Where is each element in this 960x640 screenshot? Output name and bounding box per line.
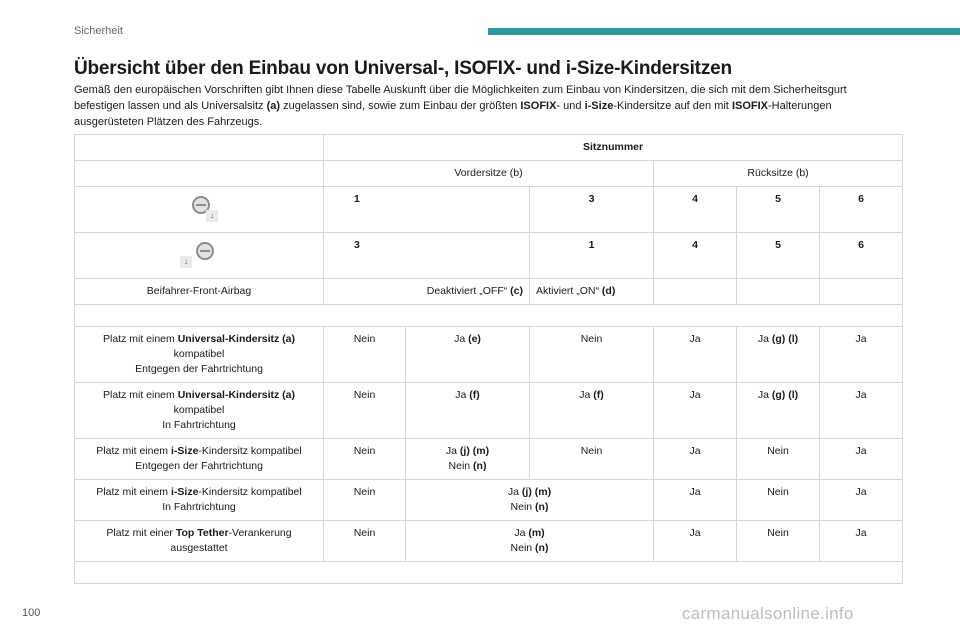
cell-text: Nein: [353, 389, 376, 401]
cell-ref: (n): [535, 542, 549, 554]
label-term: Top Tether: [175, 527, 229, 539]
cell-ref: (j) (m): [459, 445, 490, 457]
row-label: [75, 439, 324, 480]
table-cell: [737, 233, 820, 279]
cell-ref: (d): [601, 285, 616, 297]
table-row: [75, 383, 903, 439]
cell-text: Deaktiviert „OFF“: [426, 285, 511, 297]
label-text: kompatibel: [173, 348, 225, 360]
intro-text: - und: [556, 100, 585, 112]
label-text: -Kindersitz kompatibel: [198, 445, 302, 457]
cell-text: Nein: [767, 486, 789, 498]
label-text: Platz mit einem: [96, 445, 171, 457]
section-label: Sicherheit: [74, 25, 123, 37]
cell-text: Ja: [757, 333, 772, 345]
cell-text: Ja: [855, 333, 867, 345]
table-cell: [530, 439, 654, 480]
table-cell: [324, 439, 406, 480]
cell-text: Nein: [448, 460, 474, 472]
table-cell: [737, 383, 820, 439]
table-cell: [530, 233, 654, 279]
row-label: [75, 480, 324, 521]
cell-text: Ja: [689, 333, 701, 345]
page-number: 100: [22, 607, 41, 619]
cell-text: Nein: [580, 445, 603, 457]
cell-ref: (m): [528, 527, 545, 539]
intro-term: ISOFIX: [520, 100, 557, 112]
table-cell: [530, 187, 654, 233]
intro-paragraph: [74, 82, 894, 130]
header-text: Rücksitze (b): [747, 167, 809, 179]
label-text: Platz mit einem: [103, 333, 178, 345]
table-cell: [654, 279, 737, 305]
seat-num: 4: [692, 239, 698, 251]
table-cell: [654, 187, 737, 233]
table-row: [75, 187, 903, 233]
seat-num: 1: [588, 239, 595, 251]
cell-text: Nein: [353, 527, 376, 539]
table-row: [75, 562, 903, 584]
label-term: Universal-Kindersitz (a): [177, 333, 295, 345]
cell-text: Ja: [855, 445, 867, 457]
intro-term: ISOFIX: [731, 100, 768, 112]
label-text: Platz mit einem: [103, 389, 178, 401]
label-text: Entgegen der Fahrtrichtung: [135, 460, 263, 472]
seat-number-header: [324, 135, 903, 161]
table-cell: [737, 439, 820, 480]
cell-text: Nein: [767, 527, 789, 539]
table-cell: [406, 383, 530, 439]
cell-text: Ja: [855, 486, 867, 498]
table-row: [75, 439, 903, 480]
table-cell: [820, 327, 903, 383]
table-cell: [530, 383, 654, 439]
child-seat-table: [74, 134, 903, 584]
cell-ref: (g) (l): [771, 389, 799, 401]
cell-text: Ja: [757, 389, 772, 401]
seat-num: 1: [354, 193, 360, 205]
table-cell: [406, 327, 530, 383]
table-cell: [324, 383, 406, 439]
cell-text: Nein: [353, 486, 376, 498]
table-cell: [324, 233, 530, 279]
cell-ref: (j) (m): [521, 486, 552, 498]
table-cell: [737, 480, 820, 521]
table-cell: [324, 187, 530, 233]
label-text: Entgegen der Fahrtrichtung: [135, 363, 263, 375]
seat-num: 6: [858, 193, 864, 205]
cell-ref: (n): [473, 460, 487, 472]
cell-ref: (c): [510, 285, 523, 297]
cell-text: Nein: [353, 333, 376, 345]
row-label: [75, 383, 324, 439]
spacer-row: [75, 305, 903, 327]
table-row: [75, 233, 903, 279]
table-row: [75, 161, 903, 187]
row-label: [75, 521, 324, 562]
cell-text: Ja: [689, 445, 701, 457]
table-row: [75, 305, 903, 327]
label-term: Universal-Kindersitz (a): [177, 389, 295, 401]
table-cell: [324, 327, 406, 383]
cell-text: Nein: [510, 501, 536, 513]
label-text: Platz mit einem: [96, 486, 171, 498]
table-cell: [654, 521, 737, 562]
table-cell: [75, 233, 324, 279]
label-term: i-Size: [170, 445, 199, 457]
cell-ref: (f): [593, 389, 604, 401]
cell-text: Ja: [579, 389, 594, 401]
table-cell: [324, 480, 406, 521]
seat-num: 6: [858, 239, 864, 251]
cell-ref: (g) (l): [771, 333, 799, 345]
seat-num: 5: [775, 239, 781, 251]
table-cell: [820, 521, 903, 562]
cell-text: Ja: [855, 389, 867, 401]
table-cell: [75, 187, 324, 233]
table-cell: [737, 521, 820, 562]
table-cell: [820, 480, 903, 521]
table-cell: [406, 521, 654, 562]
label-text: In Fahrtrichtung: [162, 501, 236, 513]
cell-text: Ja: [445, 445, 460, 457]
cell-ref: (n): [535, 501, 549, 513]
cell-text: Ja: [454, 333, 469, 345]
cell-text: Ja: [689, 486, 701, 498]
table-cell: [654, 480, 737, 521]
table-cell: [654, 383, 737, 439]
intro-ref: (a): [266, 100, 281, 112]
watermark: carmanualsonline.info: [682, 604, 854, 623]
label-text: ausgestattet: [170, 542, 228, 554]
table-cell: [654, 233, 737, 279]
table-row: [75, 279, 903, 305]
label-text: -Kindersitz kompatibel: [198, 486, 302, 498]
table-cell: [406, 439, 530, 480]
label-term: i-Size: [170, 486, 199, 498]
table-cell: [737, 327, 820, 383]
table-row: [75, 480, 903, 521]
table-cell: [530, 327, 654, 383]
steering-wheel-icon: ↓: [178, 192, 220, 222]
intro-term: i-Size: [584, 100, 614, 112]
table-cell: [75, 161, 324, 187]
label-text: Platz mit einer: [106, 527, 176, 539]
cell-text: Ja: [689, 389, 701, 401]
table-cell: [820, 233, 903, 279]
table-row: [75, 135, 903, 161]
intro-text: Gemäß den europäischen Vorschriften gibt Ihnen diese Tabelle Auskunft über die Möglichkeiten zum Einbau von Kindersitzen, die sich mit dem Sicherheitsgurt befestigen lassen und als Universalsitz: [74, 84, 847, 112]
seat-num: 4: [692, 193, 698, 205]
table-cell: [820, 383, 903, 439]
table-cell: [654, 327, 737, 383]
label-text: Beifahrer-Front-Airbag: [146, 285, 252, 297]
cell-text: Nein: [580, 333, 603, 345]
header-text: Sitznummer: [582, 141, 644, 153]
cell-text: Ja: [455, 389, 470, 401]
intro-text: -Kindersitze auf den mit: [613, 100, 732, 112]
table-cell: [654, 439, 737, 480]
page-title: Übersicht über den Einbau von Universal-, ISOFIX- und i-Size-Kindersitzen: [74, 58, 732, 79]
cell-text: Ja: [689, 527, 701, 539]
table-cell: [406, 480, 654, 521]
table-row: [75, 521, 903, 562]
row-label: [75, 327, 324, 383]
table-row: [75, 327, 903, 383]
intro-text: -Halterungen ausgerüsteten Plätzen des Fahrzeugs.: [74, 100, 832, 128]
seat-num: 3: [588, 193, 595, 205]
steering-wheel-icon: ↓: [178, 238, 220, 268]
cell-text: Nein: [767, 445, 789, 457]
cell-text: Nein: [510, 542, 536, 554]
label-text: kompatibel: [173, 404, 225, 416]
header-accent-bar: [488, 28, 960, 35]
table-cell: [820, 187, 903, 233]
table-cell: [737, 187, 820, 233]
airbag-label: [75, 279, 324, 305]
label-text: -Verankerung: [228, 527, 292, 539]
cell-text: Ja: [514, 527, 529, 539]
table-cell: [324, 521, 406, 562]
header-text: Vordersitze (b): [454, 167, 523, 179]
seat-num: 3: [354, 239, 360, 251]
cell-text: Nein: [353, 445, 376, 457]
airbag-on: [530, 279, 654, 305]
table-cell: [75, 135, 324, 161]
intro-text: zugelassen sind, sowie zum Einbau der größten: [280, 100, 521, 112]
cell-text: Ja: [855, 527, 867, 539]
rear-seats-header: [654, 161, 903, 187]
label-text: In Fahrtrichtung: [162, 419, 236, 431]
table-cell: [820, 439, 903, 480]
cell-text: Aktiviert „ON“: [536, 285, 602, 297]
front-seats-header: [324, 161, 654, 187]
spacer-row: [75, 562, 903, 584]
table-cell: [820, 279, 903, 305]
cell-text: Ja: [507, 486, 522, 498]
table-cell: [737, 279, 820, 305]
airbag-off: [324, 279, 530, 305]
seat-num: 5: [775, 193, 781, 205]
cell-ref: (e): [468, 333, 481, 345]
cell-ref: (f): [469, 389, 480, 401]
